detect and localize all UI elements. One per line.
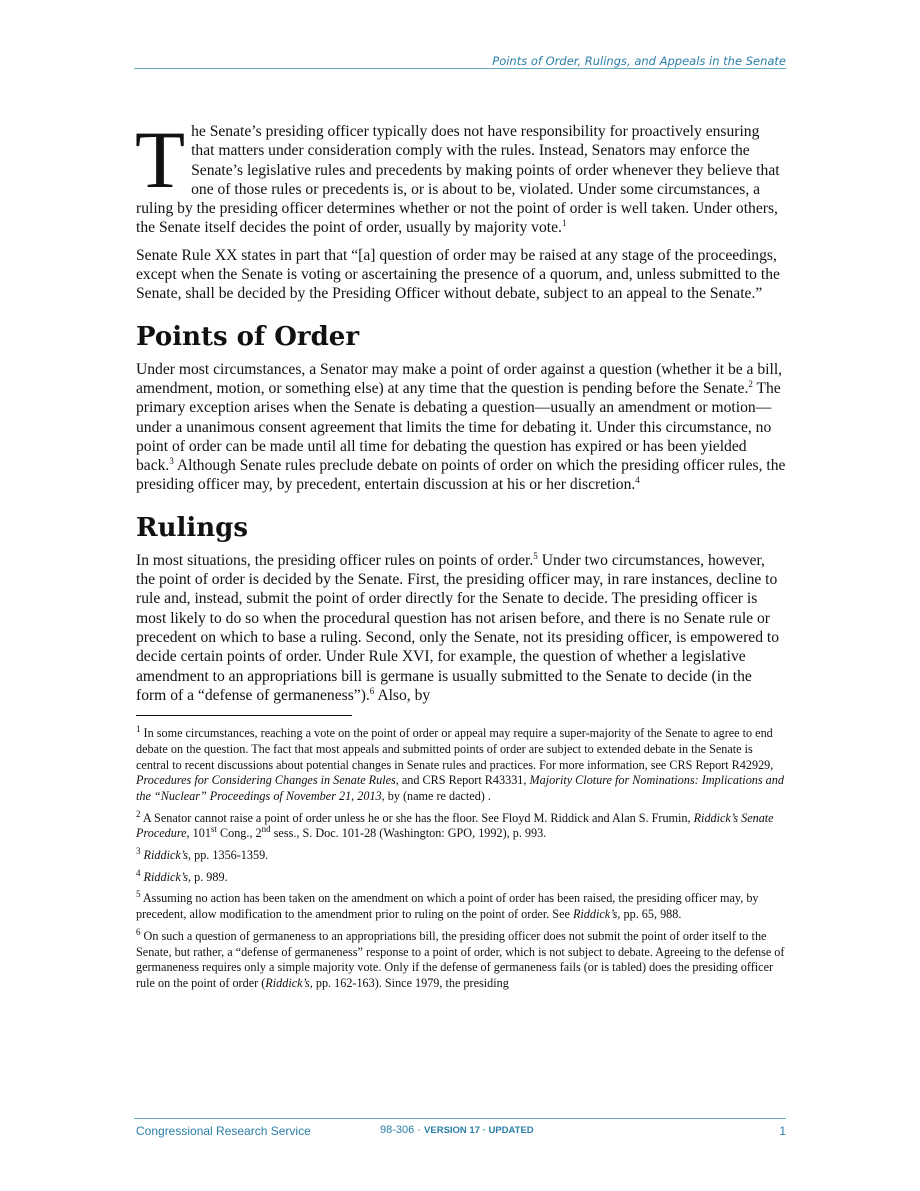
footnotes xyxy=(136,726,786,992)
drop-cap: T xyxy=(135,114,186,205)
points-of-order-paragraph: Under most circumstances, a Senator may make a point of order against a question (whether it be a bill, amendment, motion, or something else) at any time that the question is pending before the Senate.$^2$ The primary exception arises when the Senate is debating a question—usually an amendment or motion—under a unanimous consent agreement that limits the time for debating it. Under this circumstance, no point of order can be made until all time for debating the question has expired or has been yielded back.$^3$ Although Senate rules preclude debate on points of order on which the presiding officer rules, the presiding officer may, by precedent, entertain discussion at his or her discretion.$^4$ xyxy=(136,360,786,494)
footer-report-version: 98-306 · VERSION 17 · UPDATED xyxy=(380,1124,534,1136)
footnote-divider xyxy=(136,715,352,716)
running-header-title: Points of Order, Rulings, and Appeals in the Senate xyxy=(492,54,786,68)
footnote-6: $^6$ On such a question of germaneness to an appropriations bill, the presiding officer does not submit the point of order itself to the Senate, but rather, a “defense of germaneness” response to a point of order, which is not subject to debate. Agreeing to the defense of germaneness requires only a simple majority vote. Only if the defense of germaneness fails (or is tabled) does the presiding officer rule on the point of order (Riddick’s, pp. 162-163). Since 1979, the presiding xyxy=(136,926,785,990)
footnote-ref[interactable]: 4 xyxy=(635,475,640,486)
footer-organization: Congressional Research Service xyxy=(136,1124,311,1138)
footer-divider xyxy=(134,1118,786,1119)
footnote-ref[interactable]: 3 xyxy=(169,455,174,466)
footnote-ref[interactable]: 2 xyxy=(748,378,753,389)
footnote-ref[interactable]: 6 xyxy=(369,685,375,696)
footnote-5: $^5$ Assuming no action has been taken on the amendment on which a point of order has been raised, the presiding officer may, by precedent, allow modification to the amendment prior to ruling on the point of order. See Riddick’s, pp. 65, 988. xyxy=(136,889,759,922)
intro-paragraph-2: Senate Rule XX states in part that “[a] question of order may be raised at any stage of the proceedings, except when the Senate is voting or ascertaining the presence of a quorum, and, unless submitted to the Senate, shall be decided by the Presiding Officer without debate, subject to an appeal to the Senate.” xyxy=(136,246,780,303)
section-heading-points-of-order: Points of Order xyxy=(136,321,360,352)
intro-paragraph-1: The Senate’s presiding officer typically does not have responsibility for proactively ensuring that matters under consideration comply with the rules. Instead, Senators may enforce the Senate’s legislative rules and precedents by making points of order whenever they believe that one of those rules or precedents is, or is about to be, violated. Under some circumstances, a ruling by the presiding officer determines whether or not the point of order is well taken. Under others, the Senate itself decides the point of order, usually by majority vote.$^1$ xyxy=(135,114,780,237)
footnote-1: $^1$ In some circumstances, reaching a vote on the point of order or appeal may require a super-majority of the Senate to agree to end debate on the question. The fact that most appeals and submitted points of order are subject to extended debate in the Senate is central to recent discussions about potential changes in Senate rules and practices. For more information, see CRS Report R42929, Procedures for Considering Changes in Senate Rules, and CRS Report R43331, Majority Cloture for Nominations: Implications and the “Nuclear” Proceedings of November 21, 2013, by (name re dacted) . xyxy=(136,724,784,803)
footnote-4: $^4$ Riddick’s, p. 989. xyxy=(136,867,228,884)
header-divider xyxy=(134,68,786,69)
rulings-paragraph: In most situations, the presiding officer rules on points of order.$^5$ Under two circumstances, however, the point of order is decided by the Senate. First, the presiding officer may, in rare instances, decline to rule and, instead, submit the point of order directly for the Senate to decide. The presiding officer is most likely to do so when the procedural question has not arisen before, and there is no Senate rule or precedent on which to base a ruling. Second, only the Senate, not its presiding officer, is empowered to decide certain points of order. Under Rule XVI, for example, the question of whether a legislative amendment to an appropriations bill is germane is usually submitted to the Senate to decide (in the form of a “defense of germaneness”).$^6$ Also, by xyxy=(136,550,780,704)
footnote-3: $^3$ Riddick’s, pp. 1356-1359. xyxy=(136,845,269,863)
section-heading-rulings: Rulings xyxy=(136,512,248,543)
footnote-ref[interactable]: 1 xyxy=(561,218,567,229)
document-body xyxy=(135,114,786,998)
footnote-ref[interactable]: 5 xyxy=(533,550,538,561)
footnote-2: $^2$ A Senator cannot raise a point of order unless he or she has the floor. See Floyd M. Riddick and Alan S. Frumin, Riddick’s Senate Procedure, 101st Cong., 2nd sess., S. Doc. 101-28 (Washington: GPO, 1992), p. 993. xyxy=(136,808,774,841)
page-number: 1 xyxy=(779,1124,786,1138)
